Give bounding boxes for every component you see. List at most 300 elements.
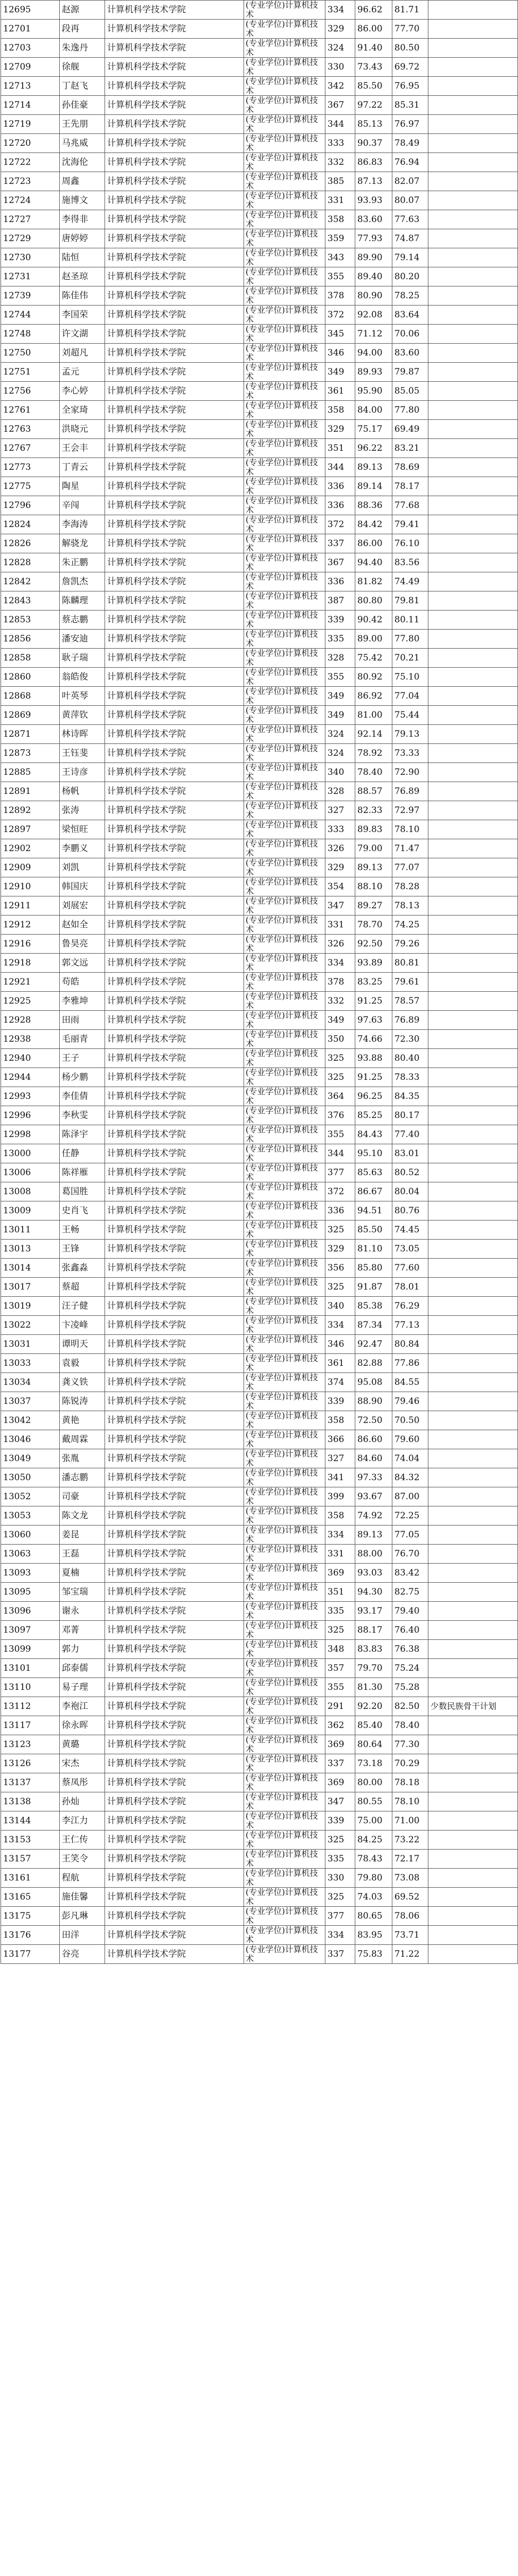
score-initial-cell: 330 (325, 58, 355, 77)
student-name-cell: 刘超凡 (60, 344, 105, 363)
college-cell: 计算机科学技术学院 (105, 115, 244, 134)
college-cell: 计算机科学技术学院 (105, 1449, 244, 1468)
major-cell: (专业学位)计算机技术 (244, 1773, 325, 1792)
major-cell: (专业学位)计算机技术 (244, 306, 325, 325)
table-row (1, 286, 518, 306)
table-row (1, 534, 518, 553)
major-cell: (专业学位)计算机技术 (244, 1659, 325, 1678)
score-total-cell: 78.49 (392, 134, 428, 153)
student-id-cell: 12873 (1, 744, 60, 763)
score-retest-cell: 92.50 (355, 935, 392, 954)
major-cell: (专业学位)计算机技术 (244, 782, 325, 801)
major-cell: (专业学位)计算机技术 (244, 1163, 325, 1182)
score-initial-cell: 339 (325, 611, 355, 630)
student-id-cell: 12775 (1, 477, 60, 496)
table-row (1, 1716, 518, 1735)
student-id-cell: 13037 (1, 1392, 60, 1411)
remark-cell: 少数民族骨干计划 (428, 1697, 518, 1716)
score-total-cell: 74.87 (392, 229, 428, 248)
score-retest-cell: 85.13 (355, 115, 392, 134)
college-cell: 计算机科学技术学院 (105, 1487, 244, 1506)
college-cell: 计算机科学技术学院 (105, 1506, 244, 1526)
student-name-cell: 黄艳 (60, 1411, 105, 1430)
student-name-cell: 夏楠 (60, 1564, 105, 1583)
table-row (1, 1297, 518, 1316)
score-total-cell: 69.72 (392, 58, 428, 77)
score-initial-cell: 343 (325, 248, 355, 267)
score-initial-cell: 358 (325, 1411, 355, 1430)
student-name-cell: 陶星 (60, 477, 105, 496)
remark-cell (428, 1449, 518, 1468)
score-total-cell: 77.13 (392, 1316, 428, 1335)
college-cell: 计算机科学技术学院 (105, 973, 244, 992)
remark-cell (428, 1049, 518, 1068)
score-initial-cell: 358 (325, 401, 355, 420)
college-cell: 计算机科学技术学院 (105, 992, 244, 1011)
college-cell: 计算机科学技术学院 (105, 1526, 244, 1545)
major-cell: (专业学位)计算机技术 (244, 496, 325, 515)
table-row (1, 248, 518, 267)
remark-cell (428, 1030, 518, 1049)
table-row (1, 973, 518, 992)
remark-cell (428, 1221, 518, 1240)
score-total-cell: 78.25 (392, 286, 428, 306)
major-cell: (专业学位)计算机技术 (244, 1602, 325, 1621)
score-total-cell: 79.26 (392, 935, 428, 954)
table-row (1, 1850, 518, 1869)
student-id-cell: 12921 (1, 973, 60, 992)
student-id-cell: 13101 (1, 1659, 60, 1678)
student-name-cell: 王畅 (60, 1221, 105, 1240)
score-total-cell: 83.01 (392, 1144, 428, 1163)
student-name-cell: 李佳倩 (60, 1087, 105, 1106)
major-cell: (专业学位)计算机技术 (244, 1, 325, 20)
student-id-cell: 12750 (1, 344, 60, 363)
table-row (1, 134, 518, 153)
major-cell: (专业学位)计算机技术 (244, 1678, 325, 1697)
major-cell: (专业学位)计算机技术 (244, 1030, 325, 1049)
student-name-cell: 任静 (60, 1144, 105, 1163)
remark-cell (428, 534, 518, 553)
college-cell: 计算机科学技术学院 (105, 286, 244, 306)
remark-cell (428, 191, 518, 210)
score-total-cell: 71.22 (392, 1945, 428, 1964)
major-cell: (专业学位)计算机技术 (244, 1583, 325, 1602)
score-initial-cell: 339 (325, 1392, 355, 1411)
score-total-cell: 77.63 (392, 210, 428, 229)
student-name-cell: 段再 (60, 20, 105, 39)
student-id-cell: 12938 (1, 1030, 60, 1049)
major-cell: (专业学位)计算机技术 (244, 39, 325, 58)
score-retest-cell: 94.51 (355, 1201, 392, 1221)
remark-cell (428, 1754, 518, 1773)
remark-cell (428, 1468, 518, 1487)
score-total-cell: 79.81 (392, 591, 428, 611)
table-row (1, 1792, 518, 1811)
score-initial-cell: 335 (325, 1602, 355, 1621)
score-retest-cell: 78.43 (355, 1850, 392, 1869)
score-retest-cell: 79.70 (355, 1659, 392, 1678)
remark-cell (428, 325, 518, 344)
remark-cell (428, 553, 518, 572)
score-retest-cell: 97.22 (355, 96, 392, 115)
student-id-cell: 12940 (1, 1049, 60, 1068)
major-cell: (专业学位)计算机技术 (244, 630, 325, 649)
remark-cell (428, 420, 518, 439)
table-row (1, 1678, 518, 1697)
college-cell: 计算机科学技术学院 (105, 1430, 244, 1449)
college-cell: 计算机科学技术学院 (105, 1240, 244, 1259)
college-cell: 计算机科学技术学院 (105, 1201, 244, 1221)
student-id-cell: 12773 (1, 458, 60, 477)
major-cell: (专业学位)计算机技术 (244, 1792, 325, 1811)
score-total-cell: 73.71 (392, 1926, 428, 1945)
college-cell: 计算机科学技术学院 (105, 1106, 244, 1125)
student-name-cell: 詹凯杰 (60, 572, 105, 591)
score-initial-cell: 333 (325, 134, 355, 153)
college-cell: 计算机科学技术学院 (105, 1716, 244, 1735)
score-initial-cell: 330 (325, 1869, 355, 1888)
major-cell: (专业学位)计算机技术 (244, 1297, 325, 1316)
score-retest-cell: 96.62 (355, 1, 392, 20)
table-row (1, 1411, 518, 1430)
student-id-cell: 12761 (1, 401, 60, 420)
score-retest-cell: 86.83 (355, 153, 392, 172)
major-cell: (专业学位)计算机技术 (244, 1487, 325, 1506)
remark-cell (428, 1163, 518, 1182)
remark-cell (428, 58, 518, 77)
table-row (1, 801, 518, 820)
student-id-cell: 12723 (1, 172, 60, 191)
score-total-cell: 76.38 (392, 1640, 428, 1659)
remark-cell (428, 1926, 518, 1945)
remark-cell (428, 134, 518, 153)
score-retest-cell: 89.83 (355, 820, 392, 839)
college-cell: 计算机科学技术学院 (105, 1773, 244, 1792)
table-row (1, 439, 518, 458)
college-cell: 计算机科学技术学院 (105, 420, 244, 439)
major-cell: (专业学位)计算机技术 (244, 477, 325, 496)
student-id-cell: 13046 (1, 1430, 60, 1449)
college-cell: 计算机科学技术学院 (105, 553, 244, 572)
score-total-cell: 70.06 (392, 325, 428, 344)
remark-cell (428, 458, 518, 477)
college-cell: 计算机科学技术学院 (105, 725, 244, 744)
college-cell: 计算机科学技术学院 (105, 515, 244, 534)
remark-cell (428, 649, 518, 668)
score-retest-cell: 89.40 (355, 267, 392, 286)
student-id-cell: 13093 (1, 1564, 60, 1583)
score-retest-cell: 80.64 (355, 1735, 392, 1754)
student-name-cell: 梁恒旺 (60, 820, 105, 839)
score-total-cell: 80.11 (392, 611, 428, 630)
score-total-cell: 80.17 (392, 1106, 428, 1125)
score-initial-cell: 355 (325, 1125, 355, 1144)
table-row (1, 611, 518, 630)
student-id-cell: 13017 (1, 1278, 60, 1297)
score-retest-cell: 74.66 (355, 1030, 392, 1049)
table-row (1, 115, 518, 134)
score-initial-cell: 332 (325, 992, 355, 1011)
major-cell: (专业学位)计算机技术 (244, 458, 325, 477)
remark-cell (428, 1773, 518, 1792)
score-total-cell: 77.60 (392, 1259, 428, 1278)
student-id-cell: 13022 (1, 1316, 60, 1335)
student-name-cell: 陈佳伟 (60, 286, 105, 306)
score-initial-cell: 354 (325, 877, 355, 896)
score-retest-cell: 78.70 (355, 916, 392, 935)
table-row (1, 1602, 518, 1621)
score-initial-cell: 362 (325, 1716, 355, 1735)
remark-cell (428, 744, 518, 763)
remark-cell (428, 896, 518, 916)
college-cell: 计算机科学技术学院 (105, 306, 244, 325)
score-retest-cell: 84.42 (355, 515, 392, 534)
remark-cell (428, 1811, 518, 1831)
remark-cell (428, 1945, 518, 1964)
remark-cell (428, 973, 518, 992)
major-cell: (专业学位)计算机技术 (244, 611, 325, 630)
score-total-cell: 74.25 (392, 916, 428, 935)
student-id-cell: 12727 (1, 210, 60, 229)
score-total-cell: 77.05 (392, 1526, 428, 1545)
score-retest-cell: 92.14 (355, 725, 392, 744)
student-name-cell: 苟皓 (60, 973, 105, 992)
score-total-cell: 84.32 (392, 1468, 428, 1487)
score-initial-cell: 355 (325, 267, 355, 286)
student-id-cell: 13060 (1, 1526, 60, 1545)
score-retest-cell: 81.10 (355, 1240, 392, 1259)
college-cell: 计算机科学技术学院 (105, 401, 244, 420)
score-retest-cell: 86.67 (355, 1182, 392, 1201)
college-cell: 计算机科学技术学院 (105, 687, 244, 706)
student-id-cell: 13063 (1, 1545, 60, 1564)
remark-cell (428, 1621, 518, 1640)
score-initial-cell: 334 (325, 1, 355, 20)
major-cell: (专业学位)计算机技术 (244, 1754, 325, 1773)
remark-cell (428, 267, 518, 286)
table-row (1, 1335, 518, 1354)
remark-cell (428, 1278, 518, 1297)
major-cell: (专业学位)计算机技术 (244, 1545, 325, 1564)
score-initial-cell: 325 (325, 1221, 355, 1240)
table-row (1, 306, 518, 325)
student-id-cell: 12871 (1, 725, 60, 744)
score-initial-cell: 387 (325, 591, 355, 611)
score-initial-cell: 340 (325, 763, 355, 782)
score-retest-cell: 95.08 (355, 1373, 392, 1392)
remark-cell (428, 1487, 518, 1506)
score-initial-cell: 372 (325, 1182, 355, 1201)
score-initial-cell: 350 (325, 1030, 355, 1049)
score-total-cell: 75.10 (392, 668, 428, 687)
major-cell: (专业学位)计算机技术 (244, 916, 325, 935)
student-name-cell: 李袍江 (60, 1697, 105, 1716)
score-total-cell: 77.04 (392, 687, 428, 706)
major-cell: (专业学位)计算机技术 (244, 363, 325, 382)
score-retest-cell: 93.03 (355, 1564, 392, 1583)
remark-cell (428, 1869, 518, 1888)
score-retest-cell: 95.10 (355, 1144, 392, 1163)
score-retest-cell: 97.63 (355, 1011, 392, 1030)
score-retest-cell: 94.00 (355, 344, 392, 363)
score-initial-cell: 377 (325, 1907, 355, 1926)
table-row (1, 401, 518, 420)
score-retest-cell: 92.47 (355, 1335, 392, 1354)
score-total-cell: 79.61 (392, 973, 428, 992)
student-name-cell: 丁赵飞 (60, 77, 105, 96)
major-cell: (专业学位)计算机技术 (244, 687, 325, 706)
table-row (1, 363, 518, 382)
remark-cell (428, 839, 518, 858)
score-retest-cell: 80.92 (355, 668, 392, 687)
student-name-cell: 全家琦 (60, 401, 105, 420)
score-initial-cell: 359 (325, 229, 355, 248)
student-name-cell: 姜昆 (60, 1526, 105, 1545)
score-retest-cell: 75.00 (355, 1811, 392, 1831)
major-cell: (专业学位)计算机技术 (244, 744, 325, 763)
score-retest-cell: 85.80 (355, 1259, 392, 1278)
major-cell: (专业学位)计算机技术 (244, 96, 325, 115)
student-name-cell: 王锋 (60, 1240, 105, 1259)
score-total-cell: 81.71 (392, 1, 428, 20)
table-row (1, 1316, 518, 1335)
remark-cell (428, 1678, 518, 1697)
score-initial-cell: 334 (325, 1316, 355, 1335)
table-row (1, 1030, 518, 1049)
student-id-cell: 12916 (1, 935, 60, 954)
college-cell: 计算机科学技术学院 (105, 1468, 244, 1487)
remark-cell (428, 820, 518, 839)
college-cell: 计算机科学技术学院 (105, 20, 244, 39)
table-row (1, 1068, 518, 1087)
student-id-cell: 13161 (1, 1869, 60, 1888)
score-retest-cell: 80.00 (355, 1773, 392, 1792)
student-id-cell: 13034 (1, 1373, 60, 1392)
college-cell: 计算机科学技术学院 (105, 1945, 244, 1964)
student-name-cell: 叶英琴 (60, 687, 105, 706)
score-retest-cell: 96.25 (355, 1087, 392, 1106)
table-row (1, 96, 518, 115)
student-name-cell: 汪子健 (60, 1297, 105, 1316)
score-initial-cell: 347 (325, 1792, 355, 1811)
score-retest-cell: 96.22 (355, 439, 392, 458)
major-cell: (专业学位)计算机技术 (244, 1811, 325, 1831)
remark-cell (428, 877, 518, 896)
table-row (1, 1011, 518, 1030)
student-name-cell: 潘志鹏 (60, 1468, 105, 1487)
remark-cell (428, 1506, 518, 1526)
score-total-cell: 76.94 (392, 153, 428, 172)
college-cell: 计算机科学技术学院 (105, 1697, 244, 1716)
score-initial-cell: 337 (325, 1754, 355, 1773)
remark-cell (428, 572, 518, 591)
table-row (1, 1106, 518, 1125)
student-name-cell: 蔡志鹏 (60, 611, 105, 630)
table-row (1, 591, 518, 611)
student-name-cell: 毛丽青 (60, 1030, 105, 1049)
table-row (1, 191, 518, 210)
remark-cell (428, 1831, 518, 1850)
student-id-cell: 12751 (1, 363, 60, 382)
score-retest-cell: 88.90 (355, 1392, 392, 1411)
score-total-cell: 83.21 (392, 439, 428, 458)
table-row (1, 1640, 518, 1659)
college-cell: 计算机科学技术学院 (105, 1907, 244, 1926)
student-name-cell: 司豪 (60, 1487, 105, 1506)
student-id-cell: 12860 (1, 668, 60, 687)
score-total-cell: 80.07 (392, 191, 428, 210)
score-total-cell: 76.97 (392, 115, 428, 134)
table-row (1, 1201, 518, 1221)
student-id-cell: 12996 (1, 1106, 60, 1125)
student-name-cell: 鲁昊亮 (60, 935, 105, 954)
college-cell: 计算机科学技术学院 (105, 77, 244, 96)
remark-cell (428, 1087, 518, 1106)
score-total-cell: 87.00 (392, 1487, 428, 1506)
student-id-cell: 13176 (1, 1926, 60, 1945)
major-cell: (专业学位)计算机技术 (244, 1831, 325, 1850)
student-id-cell: 13144 (1, 1811, 60, 1831)
student-id-cell: 12993 (1, 1087, 60, 1106)
major-cell: (专业学位)计算机技术 (244, 973, 325, 992)
student-id-cell: 12695 (1, 1, 60, 20)
remark-cell (428, 115, 518, 134)
major-cell: (专业学位)计算机技术 (244, 267, 325, 286)
student-name-cell: 孙灿 (60, 1792, 105, 1811)
college-cell: 计算机科学技术学院 (105, 744, 244, 763)
student-name-cell: 徐永晖 (60, 1716, 105, 1735)
major-cell: (专业学位)计算机技术 (244, 1945, 325, 1964)
college-cell: 计算机科学技术学院 (105, 1792, 244, 1811)
remark-cell (428, 1907, 518, 1926)
college-cell: 计算机科学技术学院 (105, 630, 244, 649)
score-total-cell: 79.60 (392, 1430, 428, 1449)
score-initial-cell: 376 (325, 1106, 355, 1125)
score-total-cell: 69.49 (392, 420, 428, 439)
college-cell: 计算机科学技术学院 (105, 1926, 244, 1945)
college-cell: 计算机科学技术学院 (105, 916, 244, 935)
score-initial-cell: 341 (325, 1468, 355, 1487)
score-total-cell: 80.84 (392, 1335, 428, 1354)
college-cell: 计算机科学技术学院 (105, 1659, 244, 1678)
student-name-cell: 田雨 (60, 1011, 105, 1030)
score-retest-cell: 82.88 (355, 1354, 392, 1373)
score-total-cell: 79.46 (392, 1392, 428, 1411)
score-retest-cell: 91.25 (355, 1068, 392, 1087)
major-cell: (专业学位)计算机技术 (244, 534, 325, 553)
score-total-cell: 74.04 (392, 1449, 428, 1468)
student-id-cell: 13008 (1, 1182, 60, 1201)
score-initial-cell: 351 (325, 439, 355, 458)
student-name-cell: 王先朋 (60, 115, 105, 134)
remark-cell (428, 1373, 518, 1392)
student-name-cell: 谷亮 (60, 1945, 105, 1964)
score-retest-cell: 97.33 (355, 1468, 392, 1487)
college-cell: 计算机科学技术学院 (105, 1030, 244, 1049)
table-row (1, 572, 518, 591)
student-name-cell: 解骁龙 (60, 534, 105, 553)
college-cell: 计算机科学技术学院 (105, 1888, 244, 1907)
student-id-cell: 12897 (1, 820, 60, 839)
score-retest-cell: 84.25 (355, 1831, 392, 1850)
table-row (1, 1831, 518, 1850)
college-cell: 计算机科学技术学院 (105, 1221, 244, 1240)
major-cell: (专业学位)计算机技术 (244, 1392, 325, 1411)
score-retest-cell: 84.60 (355, 1449, 392, 1468)
score-retest-cell: 80.65 (355, 1907, 392, 1926)
college-cell: 计算机科学技术学院 (105, 668, 244, 687)
